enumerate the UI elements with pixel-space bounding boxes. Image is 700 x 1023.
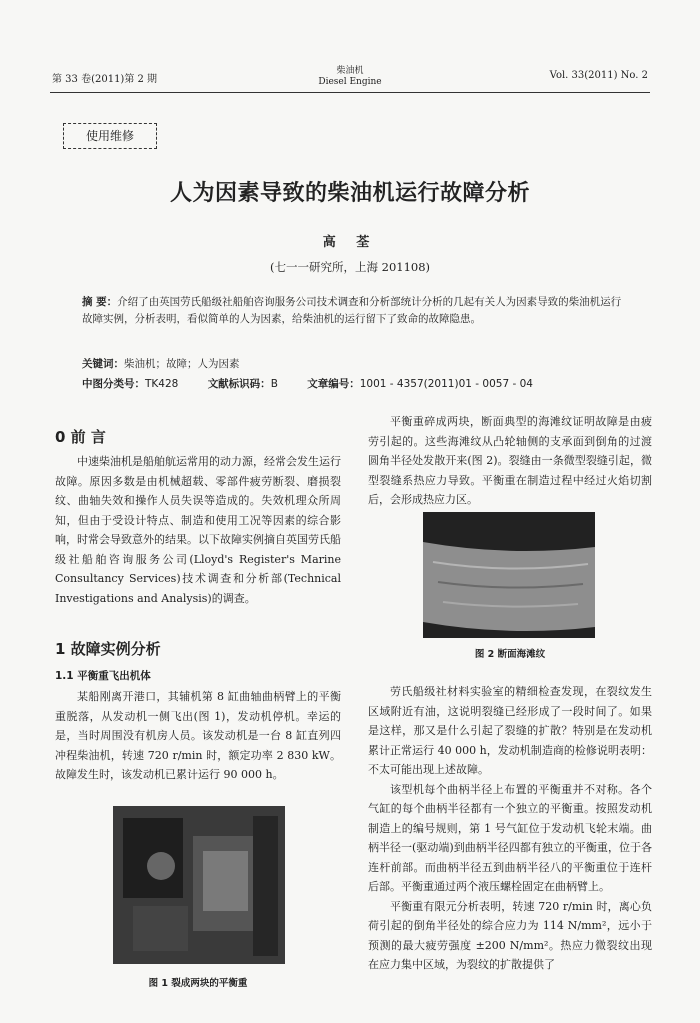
header-rule [50, 92, 650, 93]
art-value: 1001 - 4357(2011)01 - 0057 - 04 [359, 378, 533, 390]
doc-code [208, 378, 278, 390]
section-0-title: 0 前 言 [55, 428, 106, 446]
paragraph: 中速柴油机是船舶航运常用的动力源，经常会发生运行故障。原因多数是由机械超载、零部件疲劳断裂、磨损裂纹、曲轴失效和操作人员失误等造成的。失效机理众所周知，但由于受设计特点、制造和使用工况等因素的综合影响，时常会导致意外的结果。以下故障实例摘自英国劳氏船级社船舶咨询服务公司(Lloyd's Register's Marine Consultancy Services)技术调查和分析部(Technical Investigations and Analysis)的调查。 [55, 455, 341, 605]
keywords-label: 关键词： [82, 358, 124, 370]
art-label: 文章编号： [307, 378, 360, 390]
clc [82, 378, 178, 390]
keywords-text: 柴油机；故障；人为因素 [124, 358, 240, 370]
section-0-body [55, 452, 341, 608]
classification-line [82, 376, 642, 391]
right-column-body-2 [368, 682, 652, 975]
section-1-title: 1 故障实例分析 [55, 640, 161, 658]
abstract-label: 摘 要： [82, 296, 118, 308]
figure-2-photo [423, 512, 595, 638]
figure-1-photo [113, 806, 285, 964]
clc-value: TK428 [145, 378, 179, 390]
paragraph: 劳氏船级社材料实验室的精细检查发现，在裂纹发生区域附近有油，这说明裂缝已经形成了一段时间了。如果是这样，那又是什么引起了裂缝的扩散？特别是在发动机累计正常运行 40 000 h，发动机制造商的检修说明表明：不太可能出现上述故障。 [368, 685, 652, 776]
journal-name-cn: 柴油机 [336, 66, 364, 76]
paragraph: 该型机每个曲柄半径上布置的平衡重并不对称。各个气缸的每个曲柄半径都有一个独立的平衡重。按照发动机制造上的编号规则，第 1 号气缸位于发动机飞轮末端。曲柄半径一(驱动端)到曲柄半径四都有独立的平衡重，位于各连杆前部。而曲柄半径五到曲柄半径八的平衡重位于连杆后部。平衡重通过两个液压螺栓固定在曲柄臂上。 [368, 782, 652, 893]
abstract [82, 294, 622, 328]
right-column-body-1 [368, 412, 652, 510]
figure-1-image [113, 806, 285, 964]
figure-2-image [423, 512, 595, 638]
doc-label: 文献标识码： [207, 378, 271, 390]
column-tag: 使用维修 [63, 123, 157, 149]
abstract-text: 介绍了由英国劳氏船级社船舶咨询服务公司技术调查和分析部统计分析的几起有关人为因素导致的柴油机运行故障实例，分析表明，看似简单的人为因素，给柴油机的运行留下了致命的故障隐患。 [82, 296, 622, 325]
figure-2-caption: 图 2 断面海滩纹 [474, 649, 546, 660]
keywords [82, 356, 622, 371]
clc-label: 中图分类号： [82, 378, 145, 390]
section-1-1-body [55, 687, 341, 785]
section-1-1-title: 1.1 平衡重飞出机体 [55, 670, 151, 682]
paper-title: 人为因素导致的柴油机运行故障分析 [169, 181, 530, 206]
paragraph: 某船刚离开港口，其辅机第 8 缸曲轴曲柄臂上的平衡重脱落，从发动机一侧飞出(图 1)，发动机停机。幸运的是，当时周围没有机房人员。该发动机是一台 8 缸直列四冲程柴油机，转速 720 r/min 时，额定功率 2 830 kW。故障发生时，该发动机已累计运行 90 000 h。 [55, 690, 341, 781]
figure-1-caption: 图 1 裂成两块的平衡重 [148, 978, 248, 989]
affiliation: (七一一研究所，上海 201108) [269, 260, 431, 274]
author: 高 荃 [322, 235, 378, 250]
header-volume-en: Vol. 33(2011) No. 2 [549, 70, 648, 81]
journal-name-en: Diesel Engine [318, 77, 382, 87]
doc-value: B [270, 378, 278, 390]
paragraph: 平衡重碎成两块，断面典型的海滩纹证明故障是由疲劳引起的。这些海滩纹从凸轮轴侧的支承面到倒角的过渡圆角半径处发散开来(图 2)。裂缝由一条微型裂缝引起，微型裂缝系热应力导致。平衡重在制造过程中经过火焰切割后，会形成热应力区。 [368, 415, 652, 506]
header-volume: 第 33 卷(2011)第 2 期 [52, 74, 158, 85]
paragraph: 平衡重有限元分析表明，转速 720 r/min 时，离心负荷引起的倒角半径处的综合应力为 114 N/mm²，远小于预测的最大疲劳强度 ±200 N/mm²。热应力微裂纹出现在应力集中区域，为裂纹的扩散提供了 [368, 899, 652, 971]
header-journal [300, 66, 400, 88]
article-number [307, 378, 533, 390]
